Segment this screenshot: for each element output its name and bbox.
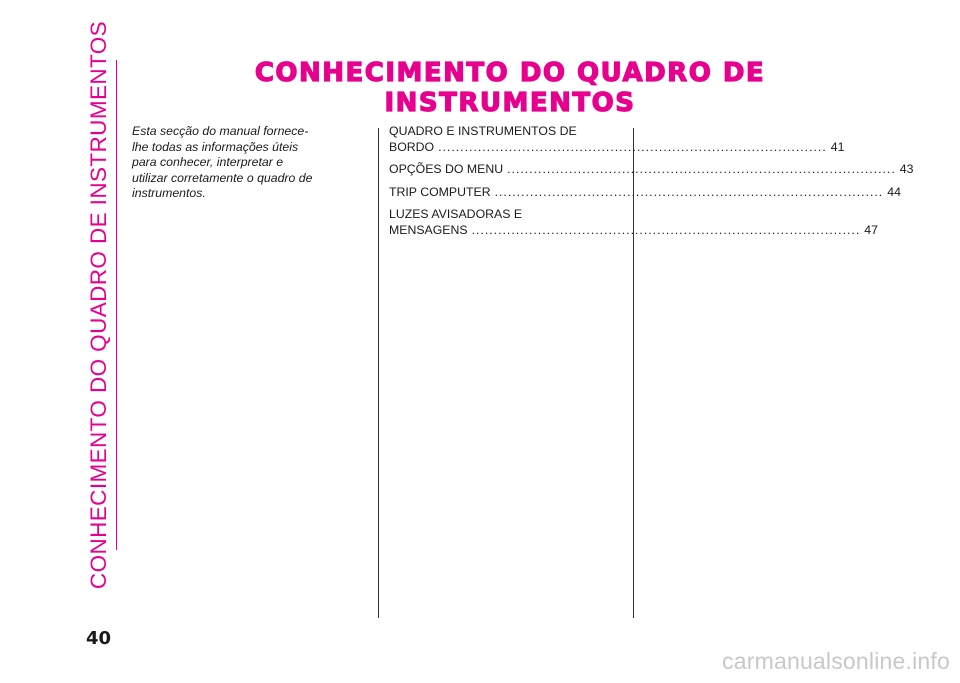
toc-item-opcoes-menu[interactable]: [389, 162, 914, 178]
toc-item-title: OPÇÕES DO MENU: [389, 162, 504, 177]
watermark: carmanualsonline.info: [722, 648, 950, 674]
intro-text: [132, 124, 337, 202]
page-number: 40: [86, 628, 112, 649]
toc-leader-dots: ........................................................................................: [438, 139, 827, 154]
toc-item-quadro[interactable]: [389, 124, 845, 155]
page-title-line-1: CONHECIMENTO DO QUADRO DE: [254, 58, 766, 88]
toc-item-title-line: QUADRO E INSTRUMENTOS DE: [389, 124, 577, 138]
toc-item-title: MENSAGENS: [389, 222, 468, 237]
intro-line: para conhecer, interpretar e: [132, 155, 284, 170]
toc-page-number: 47: [864, 222, 878, 237]
toc-leader-dots: ........................................................................................: [507, 162, 896, 177]
column-divider-right: [633, 128, 634, 618]
toc-item-title-line: LUZES AVISADORAS E: [389, 207, 523, 222]
toc-item-title: TRIP COMPUTER: [389, 184, 491, 199]
table-of-contents: [389, 124, 914, 246]
side-tab: [84, 20, 114, 590]
intro-line: lhe todas as informações úteis: [132, 139, 299, 154]
toc-leader-dots: ........................................................................................: [471, 222, 861, 237]
toc-page-number: 44: [887, 184, 901, 199]
column-divider-left: [378, 128, 379, 618]
side-tab-divider: [116, 60, 117, 550]
intro-line: instrumentos.: [132, 186, 206, 201]
toc-item-title: BORDO: [389, 139, 435, 154]
toc-item-trip-computer[interactable]: [389, 184, 901, 201]
toc-page-number: 41: [830, 139, 845, 154]
toc-leader-dots: ........................................................................................: [494, 184, 884, 199]
page-title-line-2: INSTRUMENTOS: [384, 88, 636, 118]
intro-line: Esta secção do manual fornece-: [132, 124, 309, 138]
toc-page-number: 43: [899, 162, 914, 177]
page-title: [230, 58, 790, 118]
intro-line: utilizar corretamente o quadro de: [132, 170, 313, 185]
toc-item-luzes-avisadoras[interactable]: [389, 207, 878, 238]
side-tab-label: CONHECIMENTO DO QUADRO DE INSTRUMENTOS: [86, 20, 111, 590]
